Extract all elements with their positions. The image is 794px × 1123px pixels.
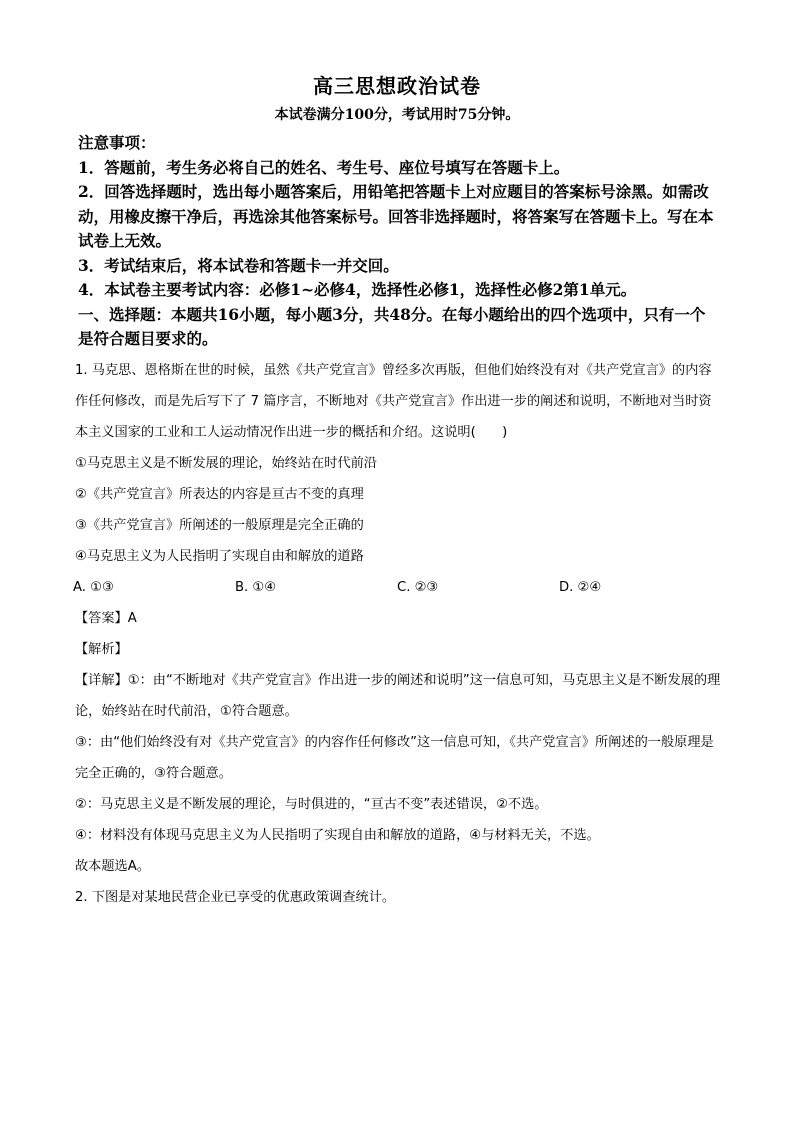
statement-3: ③《共产党宣言》所阐述的一般原理是完全正确的 [75,518,364,533]
option-b: B. ①④ [235,580,277,595]
section-heading: 一、选择题：本题共16小题，每小题3分，共48分。在每小题给出的四个选项中，只有一个是符合题目要求的。 [78,304,706,348]
notice-heading: 注意事项： [78,133,156,152]
option-d: D. ②④ [559,580,602,595]
detail-paragraph-1: 【详解】①：由“不断地对《共产党宣言》作出进一步的阐述和说明”这一信息可知，马克思主义是不断发展的理论，始终站在时代前沿，①符合题意。 [75,673,721,719]
notice-item-2: 2．回答选择题时，选出每小题答案后，用铅笔把答题卡上对应题目的答案标号涂黑。如需改动，用橡皮擦干净后，再选涂其他答案标号。回答非选择题时，将答案写在答题卡上。写在本试卷上无效。 [78,182,714,250]
notice-item-3: 3．考试结束后，将本试卷和答题卡一并交回。 [78,255,399,275]
answer-options [73,572,723,603]
statement-4: ④马克思主义为人民指明了实现自由和解放的道路 [75,549,364,564]
detail-paragraph-4: ④：材料没有体现马克思主义为人民指明了实现自由和解放的道路，④与材料无关，不选。 [75,828,600,843]
notice-item-4: 4．本试卷主要考试内容：必修1~必修4，选择性必修1，选择性必修2第1单元。 [78,280,637,299]
detail-paragraph-2: ③：由“他们始终没有对《共产党宣言》的内容作任何修改”这一信息可知，《共产党宣言》所阐述的一般原理是完全正确的，③符合题意。 [75,735,714,781]
option-c: C. ②③ [397,580,439,595]
question-1-stem: 1. 马克思、恩格斯在世的时候，虽然《共产党宣言》曾经多次再版，但他们始终没有对《共产党宣言》的内容作任何修改，而是先后写下了 7 篇序言，不断地对《共产党宣言》作出进一步的阐述和说明，不断地对当时资本主义国家的工业和工人运动情况作出进一步的概括和介绍。这说明( ) [75,363,712,440]
exam-subtitle: 本试卷满分100分，考试用时75分钟。 [274,107,520,123]
option-a: A. ①③ [73,580,114,595]
answer-line: 【答案】A [75,611,137,626]
analysis-label: 【解析】 [75,642,128,657]
question-body [75,355,723,913]
detail-paragraph-3: ②：马克思主义是不断发展的理论，与时俱进的，“亘古不变”表述错误，②不选。 [75,797,548,812]
exam-title: 高三思想政治试卷 [313,74,481,98]
notice-item-1: 1．答题前，考生务必将自己的姓名、考生号、座位号填写在答题卡上。 [78,157,570,177]
notice-block [78,131,718,352]
conclusion-line: 故本题选A。 [75,859,150,874]
statement-1: ①马克思主义是不断发展的理论，始终站在时代前沿 [75,456,377,471]
question-2-stem: 2. 下图是对某地民营企业已享受的优惠政策调查统计。 [75,890,396,905]
statement-2: ②《共产党宣言》所表达的内容是亘古不变的真理 [75,487,364,502]
